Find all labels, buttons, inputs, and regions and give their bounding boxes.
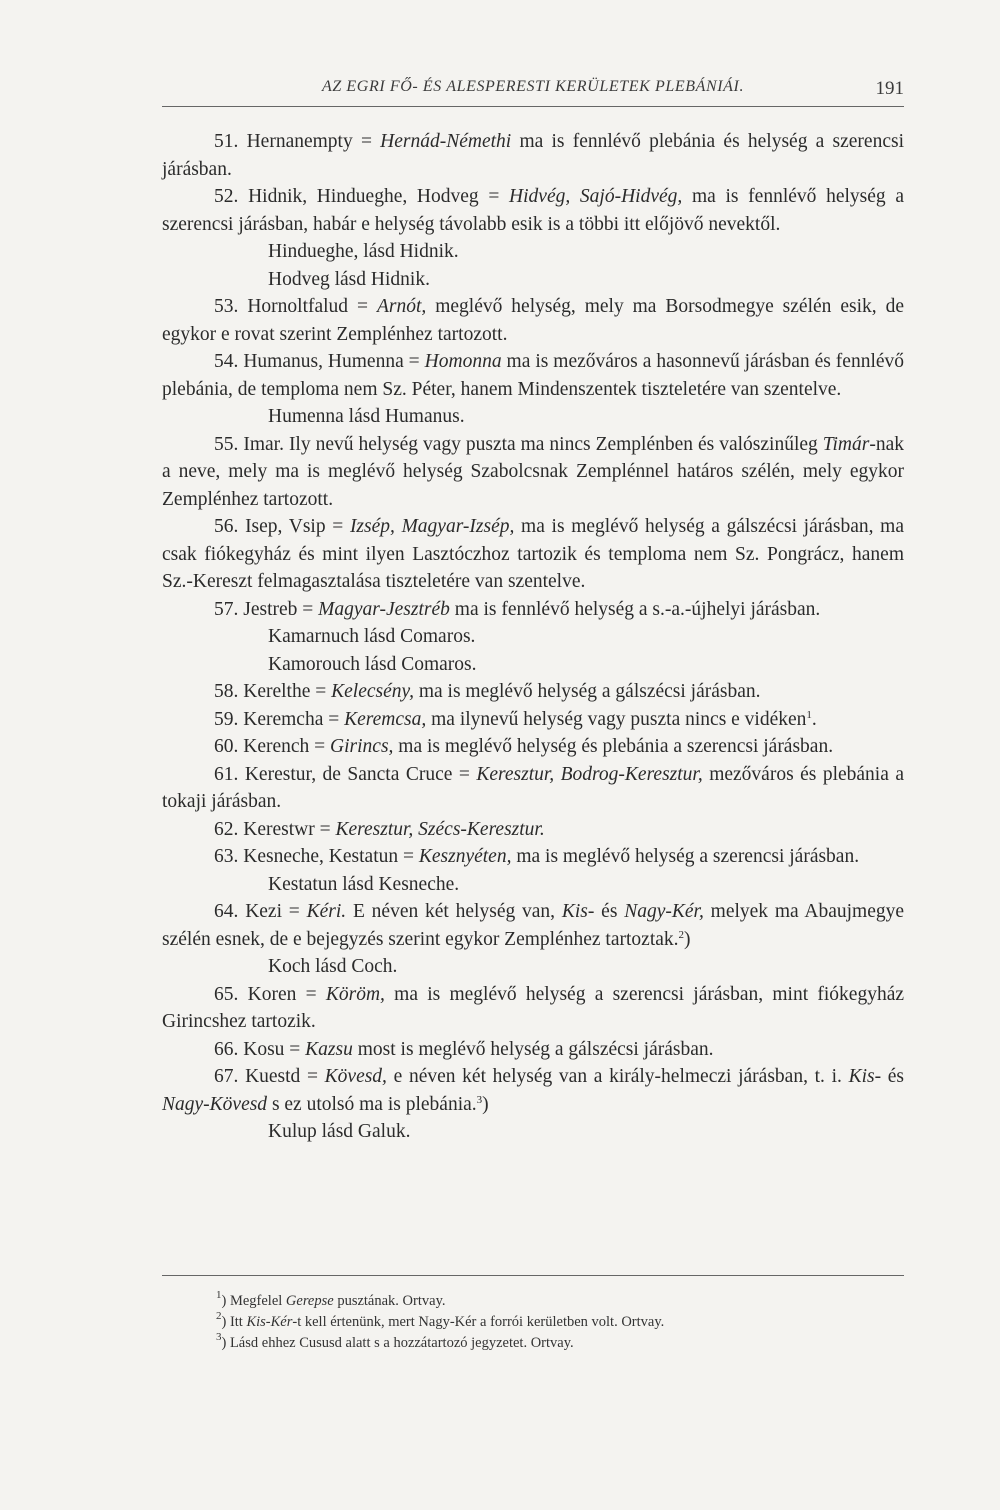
entry-60: 60. Kerench = Girincs, ma is meglévő helység és plebánia a szerencsi járásban. — [214, 736, 834, 757]
entry-61: 61. Kerestur, de Sancta Cruce = Keresztur, Bodrog-Keresztur, mezőváros és plebánia a tokaji járásban. — [162, 763, 905, 812]
page-header — [162, 76, 904, 102]
footnote-2: $^2$) Itt Kis-Kér-t kell értenünk, mert Nagy-Kér a forrói kerületben volt. Ortvay. — [216, 1310, 665, 1330]
running-title: AZ EGRI FŐ- ÉS ALESPERESTI KERÜLETEK PLEBÁNIÁI. — [321, 78, 745, 95]
entry-56: 56. Isep, Vsip = Izsép, Magyar-Izsép, ma is meglévő helység a gálszécsi járásban, ma csak fiókegyház és mint ilyen Lasztóczhoz tartozik és temploma nem Sz. Pongrácz, hanem Sz.-Kereszt felmagasztalása tiszteletére van szentelve. — [162, 516, 904, 592]
cross-reference: Kulup lásd Galuk. — [268, 1121, 411, 1142]
footnote-3: $^3$) Lásd ehhez Cususd alatt s a hozzátartozó jegyzetet. Ortvay. — [216, 1331, 574, 1351]
footnote-1: $^1$) Megfelel Gerepse pusztának. Ortvay. — [216, 1289, 446, 1309]
footnotes — [216, 1291, 856, 1354]
entry-53: 53. Hornoltfalud = Arnót, meglévő helység, mely ma Borsodmegye szélén esik, de egykor e rovat szerint Zemplénhez tartozott. — [162, 296, 904, 345]
cross-reference: Kestatun lásd Kesneche. — [268, 873, 460, 895]
entry-63: 63. Kesneche, Kestatun = Kesznyéten, ma is meglévő helység a szerencsi járásban. — [214, 846, 860, 867]
entry-52: 52. Hidnik, Hindueghe, Hodveg = Hidvég, Sajó-Hidvég, ma is fennlévő helység a szerencsi járásban, habár e helység távolabb esik is a többi itt előjövő nevektől. — [162, 186, 904, 235]
header-rule — [162, 106, 904, 107]
entry-65: 65. Koren = Köröm, ma is meglévő helység a szerencsi járásban, mint fiókegyház Girincshez tartozik. — [162, 983, 905, 1032]
entry-54: 54. Humanus, Humenna = Homonna ma is mezőváros a hasonnevű járásban és fennlévő plebánia, de temploma nem Sz. Péter, hanem Mindenszentek tiszteletére van szentelve. — [162, 351, 905, 400]
cross-reference: Hodveg lásd Hidnik. — [268, 268, 430, 290]
entry-59: 59. Keremcha = Keremcsa, ma ilynevű helység vagy puszta nincs e vidéken$^1$. — [214, 708, 817, 730]
footnote-ref[interactable]: 3 — [476, 1093, 483, 1106]
entry-62: 62. Kerestwr = Keresztur, Szécs-Keresztur. — [214, 818, 545, 840]
page-number: 191 — [875, 78, 904, 99]
entry-64: 64. Kezi = Kéri. E néven két helység van, Kis- és Nagy-Kér, melyek ma Abaujmegye szélén esnek, de e bejegyzés szerint egykor Zemplénhez tartoztak.$^2$) — [162, 901, 905, 950]
cross-reference: Humenna lásd Humanus. — [268, 406, 465, 427]
cross-reference: Kamorouch lásd Comaros. — [268, 653, 477, 675]
entry-66: 66. Kosu = Kazsu most is meglévő helység a gálszécsi járásban. — [214, 1038, 714, 1060]
entry-58: 58. Kerelthe = Kelecsény, ma is meglévő helység a gálszécsi járásban. — [214, 681, 761, 702]
footnote-ref[interactable]: 2 — [678, 928, 685, 941]
footnote-rule — [162, 1275, 904, 1276]
entry-51: 51. Hernanempty = Hernád-Némethi ma is fennlévő plebánia és helység a szerencsi járásban. — [162, 131, 904, 180]
footnote-ref[interactable]: 1 — [806, 708, 812, 721]
cross-reference: Kamarnuch lásd Comaros. — [268, 626, 476, 647]
entry-55: 55. Imar. Ily nevű helység vagy puszta ma nincs Zemplénben és valószinűleg Timár-nak a neve, mely ma is meglévő helység Szabolcsnak Zemplénnel határos szélén, mely egykor Zemplénhez tartozott. — [162, 433, 905, 510]
entry-67: 67. Kuestd = Kövesd, e néven két helység van a király-helmeczi járásban, t. i. Kis- és Nagy-Kövesd s ez utolsó ma is plebánia.$^3$) — [162, 1066, 904, 1115]
entry-57: 57. Jestreb = Magyar-Jesztréb ma is fennlévő helység a s.-a.-újhelyi járásban. — [214, 598, 821, 620]
cross-reference: Hindueghe, lásd Hidnik. — [268, 241, 459, 262]
cross-reference: Koch lásd Coch. — [268, 956, 398, 977]
body-text — [162, 128, 904, 1146]
